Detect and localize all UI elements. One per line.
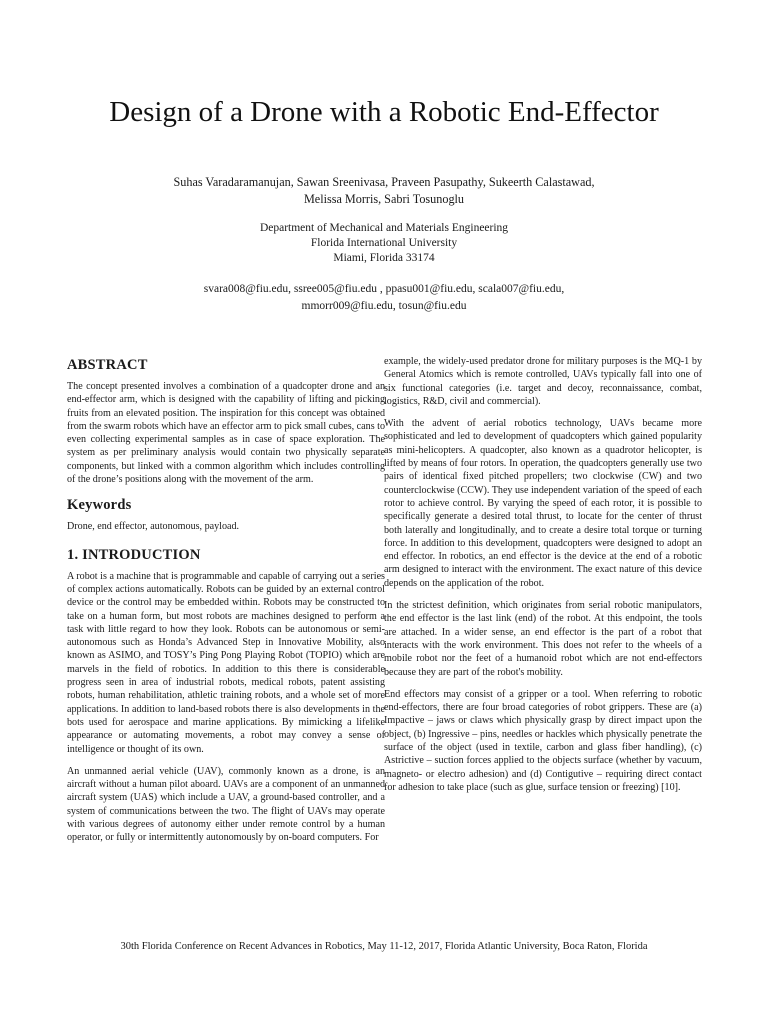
- author-line-1: Suhas Varadaramanujan, Sawan Sreenivasa, Praveen Pasupathy, Sukeerth Calastawad,: [173, 175, 595, 189]
- intro-paragraph-1: A robot is a machine that is programmable and capable of carrying out a series of complex actions automatically. Robots can be guided by an external control device or the control may be embedded within. Robots may be constructed to take on a human form, but most robots are machines designed to perform a task with little regard to how they look. Robots can be autonomous or semi-autonomous such as Honda’s Advanced Step in Innovative Mobility, also known as ASIMO, and TOSY’s Ping Pong Playing Robot (TOPIO) which are marvels in the field of robotics. In addition to this there is considerable progress seen in area of industrial robots, medical robots, patent assisting robots, human rehabilitation, athletic training robots, and a whole set of more applications. In addition to land-based robots there is also developments in the bots used for aerospace and marine applications. By mimicking a lifelike appearance or automating movements, a robot may convey a sense of intelligence or thought of its own.: [67, 570, 385, 755]
- intro-paragraph-3: example, the widely-used predator drone for military purposes is the MQ-1 by General Atomics which is remote controlled, UAVs typically fall into one of six functional categories (i.e. target and decoy, reconnaissance, combat, logistics, R&D, civil and commercial).: [384, 356, 702, 407]
- department: Department of Mechanical and Materials Engineering: [259, 222, 509, 234]
- keywords-text: Drone, end effector, autonomous, payload.: [67, 521, 240, 533]
- intro-paragraph-6: End effectors may consist of a gripper or a tool. When referring to robotic end-effectors, there are four broad categories of robot grippers. These are (a) Impactive – jaws or claws which physically grasp by direct impact upon the object, (b) Ingressive – pins, needles or hackles which physically penetrate the surface of the object (used in textile, carbon and glass fiber handling), (c) Astrictive – suction forces applied to the objects surface (whether by vacuum, magneto- or electro adhesion) and (d) Contigutive – requiring direct contact for adhesion to take place (such as glue, surface tension or freezing) [10].: [384, 688, 702, 793]
- email-line-1: svara008@fiu.edu, ssree005@fiu.edu , ppasu001@fiu.edu, scala007@fiu.edu,: [203, 283, 565, 295]
- city: Miami, Florida 33174: [333, 252, 435, 264]
- right-column: [384, 355, 702, 803]
- conference-footer: 30th Florida Conference on Recent Advances in Robotics, May 11-12, 2017, Florida Atlantic University, Boca Raton, Florida: [120, 941, 648, 952]
- author-list: [0, 174, 768, 207]
- introduction-heading: 1. INTRODUCTION: [67, 546, 201, 563]
- author-line-2: Melissa Morris, Sabri Tosunoglu: [303, 191, 465, 206]
- email-line-2: mmorr009@fiu.edu, tosun@fiu.edu: [301, 300, 467, 312]
- abstract-heading: ABSTRACT: [67, 357, 148, 373]
- intro-paragraph-4: With the advent of aerial robotics technology, UAVs became more sophisticated and led to development of quadcopters which gained popularity as mini-helicopters. A quadcopter, also known as a quadrotor helicopter, is lifted by means of four rotors. In operation, the quadcopters generally use two pairs of identical fixed pitched propellers; two clockwise (CW) and two counterclockwise (CCW). They use independent variation of the speed of each rotor to achieve control. By varying the speed of each rotor, it is possible to specifically generate a desired total thrust, to locate for the center of thrust both laterally and longitudinally, and to create a desire total torque or turning force. In addition to this development, quadcopters were designed to adopt an end effector. In robotics, an end effector is the device at the end of a robotic arm designed to interact with the environment. The exact nature of this device depends on the application of the robot.: [384, 418, 702, 589]
- affiliation: [0, 221, 768, 266]
- keywords-heading: Keywords: [67, 497, 132, 514]
- university: Florida International University: [310, 237, 458, 249]
- paper-title: Design of a Drone with a Robotic End-Effector: [109, 96, 659, 128]
- email-list: [0, 281, 768, 315]
- intro-paragraph-2: An unmanned aerial vehicle (UAV), commonly known as a drone, is an aircraft without a human pilot aboard. UAVs are a component of an unmanned aircraft system (UAS) which include a UAV, a ground-based controller, and a system of communications between the two. The flight of UAVs may operate with various degrees of autonomy either under remote control by a human operator, or fully or intermittently autonomously by on-board computers. For: [67, 765, 385, 844]
- intro-paragraph-5: In the strictest definition, which originates from serial robotic manipulators, the end effector is the last link (end) of the robot. At this endpoint, the tools are attached. In a wider sense, an end effector is the part of a robot that interacts with the work environment. This does not refer to the wheels of a mobile robot nor the feet of a humanoid robot which are not end-effectors because they are part of the robot's mobility.: [384, 600, 702, 678]
- abstract-text: The concept presented involves a combination of a quadcopter drone and an end-effector arm, which is designed with the capability of lifting and picking fruits from an elevated position. The inspiration for this concept was obtained from the swarm robots which have an effector arm to pick small cubes, cans to even collecting experimental samples as in case of space exploration. The system as per preliminary analysis would contain two physically separate components, but linked with a common algorithm which includes controlling of the drone’s positions along with the movement of the arm.: [67, 381, 385, 486]
- left-column: [67, 356, 385, 854]
